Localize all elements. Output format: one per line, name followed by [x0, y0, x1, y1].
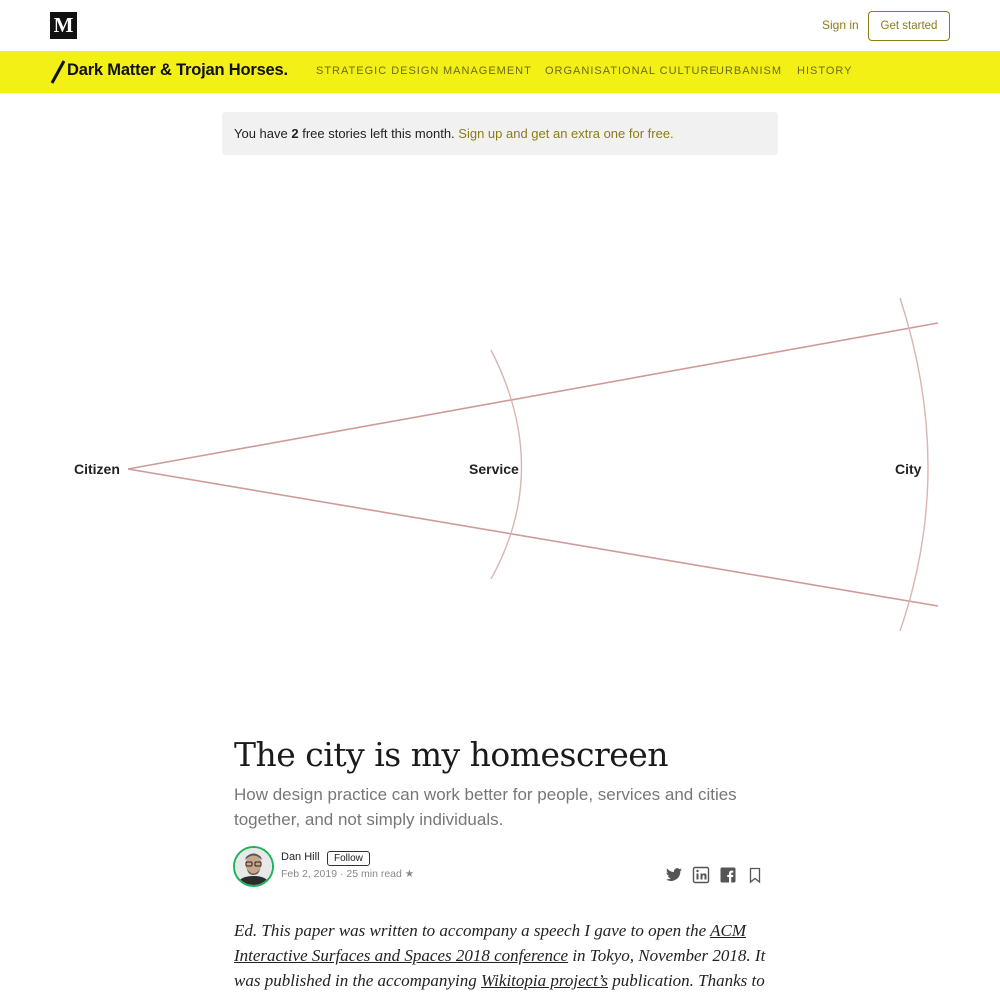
meter-signup-link[interactable]: Sign up and get an extra one for free.	[458, 126, 674, 141]
nav-management[interactable]: MANAGEMENT	[443, 65, 532, 77]
nav-history[interactable]: HISTORY	[797, 65, 853, 77]
metered-banner	[222, 112, 778, 155]
member-star-icon: ★	[401, 868, 415, 880]
author-avatar[interactable]	[233, 846, 274, 887]
medium-logo[interactable]: M	[50, 12, 77, 39]
wikitopia-link[interactable]: Wikitopia project’s	[480, 971, 608, 990]
publication-name[interactable]: Dark Matter & Trojan Horses.	[67, 61, 288, 79]
meter-prefix: You have	[234, 126, 292, 141]
service-label: Service	[469, 461, 519, 477]
article-title: The city is my homescreen	[234, 735, 669, 774]
upper-ray	[128, 323, 938, 469]
meter-count: 2	[291, 126, 299, 141]
author-avatar-image	[235, 848, 272, 885]
nav-urbanism[interactable]: URBANISM	[716, 65, 783, 77]
body-text-3: publication. Thanks to	[607, 971, 765, 990]
article-meta	[281, 868, 414, 880]
city-label: City	[895, 461, 922, 477]
linkedin-icon[interactable]	[692, 866, 710, 884]
nav-organisational-culture[interactable]: ORGANISATIONAL CULTURE	[545, 65, 718, 77]
meta-separator: ·	[337, 868, 347, 880]
article-body	[234, 918, 774, 993]
nav-strategic-design[interactable]: STRATEGIC DESIGN	[316, 65, 440, 77]
publication-nav	[0, 51, 1000, 93]
author-name[interactable]: Dan Hill	[281, 851, 320, 863]
body-text-2: in Tokyo, November 2018. It was published in the accompanying	[234, 946, 766, 990]
meter-suffix: free stories left this month.	[298, 126, 455, 141]
sign-in-link[interactable]: Sign in	[822, 18, 859, 32]
article-subtitle: How design practice can work better for people, services and cities together, and not simply individuals.	[234, 785, 737, 829]
follow-button[interactable]: Follow	[327, 851, 370, 866]
facebook-icon[interactable]	[719, 866, 737, 884]
acm-conference-link[interactable]: ACM Interactive Surfaces and Spaces 2018 conference	[234, 921, 746, 965]
publish-date: Feb 2, 2019	[281, 868, 338, 880]
bookmark-icon[interactable]	[746, 866, 764, 884]
top-bar	[0, 0, 1000, 51]
read-time: 25 min read	[346, 868, 402, 880]
body-text-1: Ed. This paper was written to accompany a speech I gave to open the	[234, 921, 711, 940]
publication-slash-icon	[50, 59, 66, 85]
hero-diagram	[0, 280, 1000, 660]
get-started-button[interactable]: Get started	[868, 11, 950, 41]
citizen-label: Citizen	[74, 461, 120, 477]
lower-ray	[128, 469, 938, 606]
twitter-icon[interactable]	[665, 866, 683, 884]
